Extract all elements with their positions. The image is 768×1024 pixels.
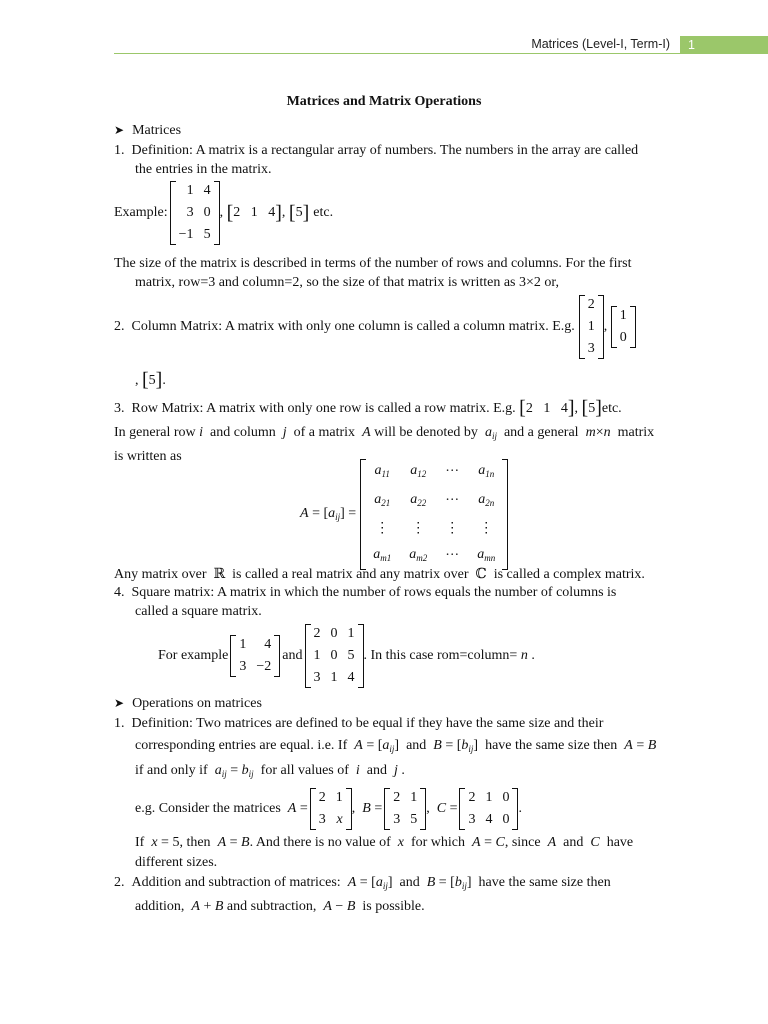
- item2-text: 2. Column Matrix: A matrix with only one column is called a column matrix. E.g.: [114, 319, 575, 334]
- matrix-square-3x3: [305, 623, 364, 689]
- header-rule: [114, 53, 680, 54]
- section-operations: [114, 696, 262, 712]
- op2-line2: addition, A + B and subtraction, A − B is possible.: [135, 899, 425, 914]
- item4-line2: called a square matrix.: [135, 604, 262, 619]
- matrix-entry: 0: [619, 330, 627, 345]
- general-matrix: $a_{11}$ $a_{12}$ ··· $a_{1n}$ $a_{21}$ $a_{22}$ ··· $a_{2n}$ ⋮ ⋮ ⋮ ⋮ $a_{m1}$ $a_{m2}$ ··· $a_{mn}$: [360, 458, 508, 571]
- matrix-entry: 3: [318, 812, 326, 827]
- matrix-entry: 3: [239, 659, 247, 674]
- matrix-column-2x1: [611, 305, 636, 349]
- square-example-row: For example 1 4 3 −2 and 2 0 1 1 0 5 3 1 4 . In this case rom=column= n .: [158, 620, 535, 692]
- op1-line2: corresponding entries are equal. i.e. If $A = [a_{ij}]$ and $B = [b_{ij}]$ have the same size then A = B: [135, 738, 657, 754]
- example-row: Example: 1 4 3 0 −1 5 , [ 2 1 4 ] , [ 5 ] etc.: [114, 178, 333, 248]
- matrix-entry: 1: [186, 183, 194, 198]
- matrix-entry: 1: [619, 308, 627, 323]
- item1-line1: 1. Definition: A matrix is a rectangular array of numbers. The numbers in the array are called: [114, 143, 639, 158]
- matrix-entry: 0: [330, 626, 338, 641]
- op1-line1: 1. Definition: Two matrices are defined to be equal if they have the same size and their: [114, 716, 604, 731]
- matrix-entry: 4: [347, 670, 355, 685]
- item1-line2: the entries in the matrix.: [135, 162, 272, 177]
- op2-line1: 2. Addition and subtraction of matrices: $A = [a_{ij}]$ and $B = [b_{ij}]$ have the same size then: [114, 875, 611, 891]
- page-number: 1: [680, 36, 768, 54]
- arrow-bullet-icon: ➤: [114, 123, 125, 137]
- general-line2: is written as: [114, 449, 182, 464]
- section-matrices: [114, 123, 181, 139]
- matrix-entry: 4: [485, 812, 493, 827]
- matrix-entry: 3: [186, 205, 194, 220]
- if-line2: different sizes.: [135, 855, 218, 870]
- matrix-column-3x1: [579, 294, 604, 360]
- general-line1: In general row i and column j of a matrix A will be denoted by $a_{ij}$ and a general m×n matrix: [114, 425, 655, 441]
- matrix-entry: 0: [203, 205, 211, 220]
- matrix-entry: 3: [587, 341, 595, 356]
- size-dimension: 3×2: [519, 275, 541, 290]
- matrix-B: [384, 787, 426, 831]
- matrix-C: [459, 787, 518, 831]
- if-line1: If x = 5, then A = B. And there is no value of x for which A = C, since A and C have: [135, 835, 634, 850]
- matrix-entry: 2: [318, 790, 326, 805]
- matrix-square-2x2: [230, 634, 280, 678]
- matrix-entry: 5: [347, 648, 355, 663]
- item3-line: 3. Row Matrix: A matrix with only one row is called a row matrix. E.g. [2 1 4], [5]etc.: [114, 397, 622, 419]
- matrix-entry: 1: [347, 626, 355, 641]
- matrix-entry: 3: [393, 812, 401, 827]
- matrix-entry: 1: [330, 670, 338, 685]
- matrix-entry: 3: [468, 812, 476, 827]
- matrix-entry: 2: [313, 626, 321, 641]
- op1-line3: if and only if $a_{ij} = b_{ij}$ for all values of i and j .: [135, 763, 405, 779]
- section-heading: Matrices: [132, 123, 182, 138]
- matrix-entry: 1: [239, 637, 247, 652]
- matrix-entry: −2: [256, 659, 272, 674]
- matrix-entry: 5: [410, 812, 418, 827]
- eg-row: e.g. Consider the matrices A = 2 1 3 x , B = 2 1 3 5 , C = 2 1 0 3 4 0 .: [135, 784, 522, 834]
- matrix-A: [310, 787, 352, 831]
- document-title: Matrices and Matrix Operations: [286, 94, 482, 109]
- matrix-entry: 4: [203, 183, 211, 198]
- item4-line1: 4. Square matrix: A matrix in which the number of rows equals the number of columns is: [114, 585, 617, 600]
- item2-cont: , [5].: [135, 369, 166, 391]
- real-complex-line: Any matrix over ℝ is called a real matrix and any matrix over ℂ is called a complex matrix.: [114, 567, 645, 582]
- matrix-entry: 0: [502, 812, 510, 827]
- matrix-entry: −1: [178, 227, 194, 242]
- example-label: Example:: [114, 205, 168, 220]
- matrix-entry: 2: [587, 297, 595, 312]
- arrow-bullet-icon: ➤: [114, 696, 125, 710]
- matrix-entry: 5: [203, 227, 211, 242]
- matrix-entry: x: [336, 812, 343, 827]
- matrix-entry: 1: [335, 790, 343, 805]
- matrix-entry: 2: [468, 790, 476, 805]
- matrix-entry: 1: [313, 648, 321, 663]
- matrix-entry: 3: [313, 670, 321, 685]
- size-line2: matrix, row=3 and column=2, so the size of that matrix is written as 3×2 or,: [135, 275, 560, 290]
- matrix-example-3x2: [170, 180, 220, 246]
- matrix-entry: 0: [502, 790, 510, 805]
- size-line1: The size of the matrix is described in terms of the number of rows and columns. For the first: [114, 256, 632, 271]
- section-heading: Operations on matrices: [132, 696, 262, 711]
- matrix-entry: 1: [485, 790, 493, 805]
- matrix-entry: 1: [410, 790, 418, 805]
- item2-row: 2. Column Matrix: A matrix with only one column is called a column matrix. E.g. 2 1 3 , 1 0: [114, 293, 636, 361]
- matrix-entry: 4: [264, 637, 272, 652]
- matrix-entry: 0: [330, 648, 338, 663]
- matrix-entry: 1: [587, 319, 595, 334]
- matrix-entry: 2: [393, 790, 401, 805]
- example-etc: etc.: [313, 205, 334, 220]
- general-matrix-row: $A = [a_{ij}]$ = $a_{11}$ $a_{12}$ ··· $a_{1n}$ $a_{21}$ $a_{22}$ ··· $a_{2n}$ ⋮ ⋮ ⋮ ⋮ $a_{m1}$ $a_{m2}$ ··· $a_{mn}$: [300, 466, 508, 562]
- running-header-title: Matrices (Level-I, Term-I): [531, 37, 670, 51]
